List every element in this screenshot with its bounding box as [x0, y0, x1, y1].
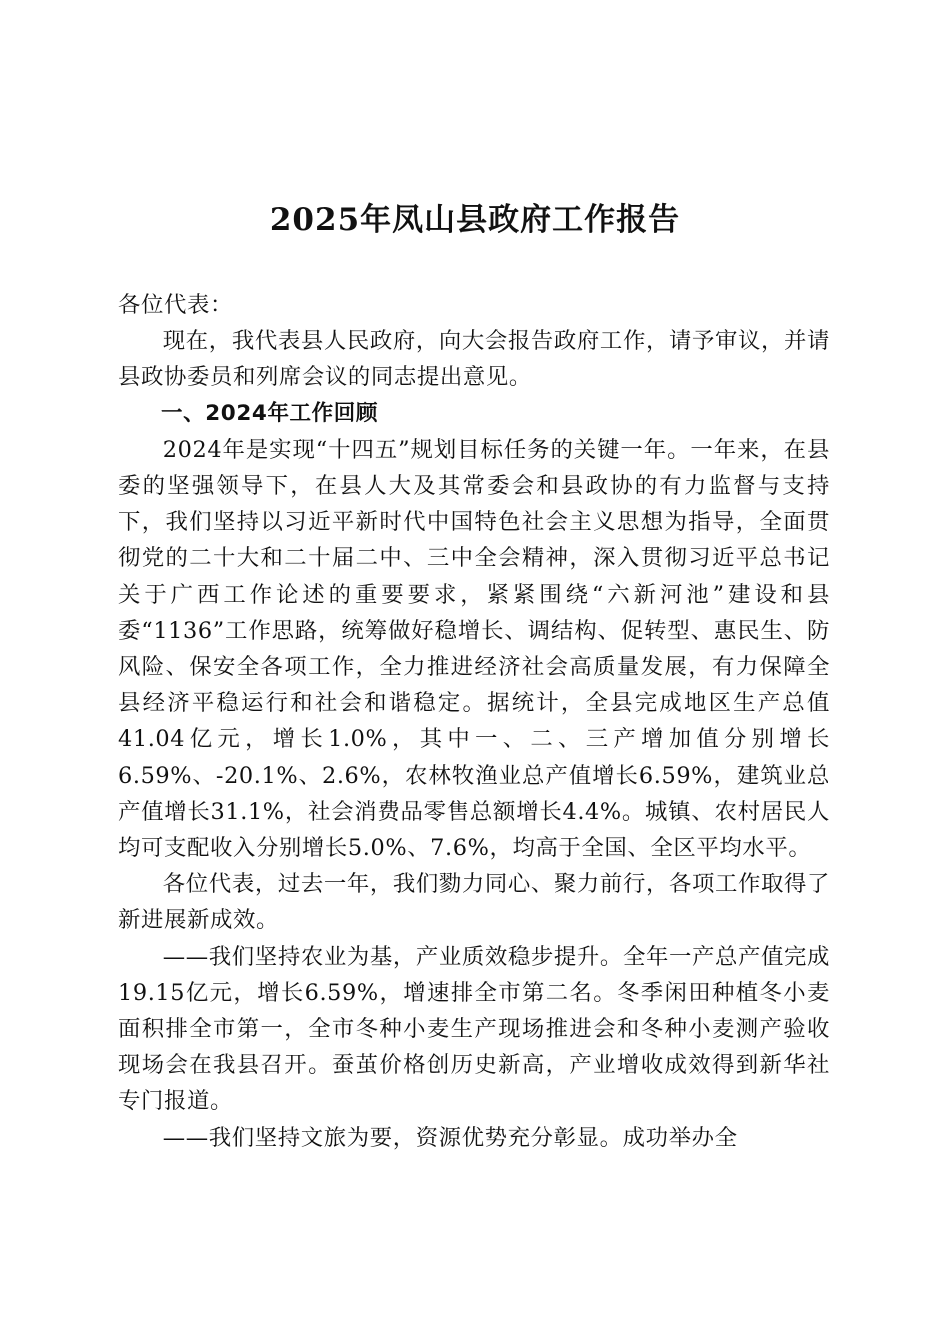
paragraph-intro: 现在，我代表县人民政府，向大会报告政府工作，请予审议，并请县政协委员和列席会议的同志提出意见。	[118, 328, 830, 391]
paragraph-summary: 各位代表，过去一年，我们勠力同心、聚力前行，各项工作取得了新进展新成效。	[118, 871, 830, 934]
paragraph-review: 2024年是实现“十四五”规划目标任务的关键一年。一年来，在县委的坚强领导下，在县人大及其常委会和县政协的有力监督与支持下，我们坚持以习近平新时代中国特色社会主义思想为指导，全面贯彻党的二十大和二十届二中、三中全会精神，深入贯彻习近平总书记关于广西工作论述的重要要求，紧紧围绕“六新河池”建设和县委“1136”工作思路，统筹做好稳增长、调结构、促转型、惠民生、防风险、保安全各项工作，全力推进经济社会高质量发展，有力保障全县经济平稳运行和社会和谐稳定。据统计，全县完成地区生产总值41.04亿元，增长1.0%，其中一、二、三产增加值分别增长6.59%、-20.1%、2.6%，农林牧渔业总产值增长6.59%，建筑业总产值增长31.1%，社会消费品零售总额增长4.4%。城镇、农村居民人均可支配收入分别增长5.0%、7.6%，均高于全国、全区平均水平。	[118, 436, 830, 862]
document-body	[118, 287, 830, 1156]
document-title: 2025年凤山县政府工作报告	[269, 202, 681, 238]
section-heading: 一、2024年工作回顾	[161, 400, 378, 426]
paragraph-agriculture: ——我们坚持农业为基，产业质效稳步提升。全年一产总产值完成19.15亿元，增长6.59%，增速排全市第二名。冬季闲田种植冬小麦面积排全市第一，全市冬种小麦生产现场推进会和冬种小麦测产验收现场会在我县召开。蚕茧价格创历史新高，产业增收成效得到新华社专门报道。	[118, 943, 830, 1115]
salutation: 各位代表：	[118, 292, 233, 318]
paragraph-tourism: ——我们坚持文旅为要，资源优势充分彰显。成功举办全	[162, 1124, 738, 1151]
